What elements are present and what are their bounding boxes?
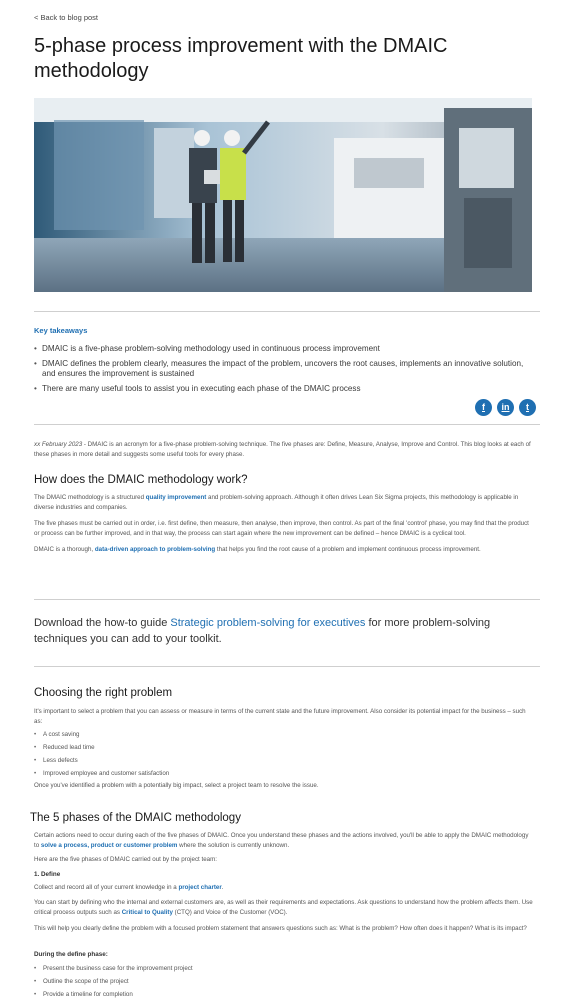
text: You can start by defining who the internal and external customers are, as well as their requirements and expectations. Ask questions to understand how the problem affects them. Use critical process outputs such as	[34, 899, 533, 916]
page-title: 5-phase process improvement with the DMAIC methodology	[34, 35, 448, 82]
section-heading-choosing: Choosing the right problem	[34, 687, 173, 699]
section-heading-how: How does the DMAIC methodology work?	[34, 474, 248, 486]
text: where the solution is currently unknown.	[177, 841, 290, 849]
critical-to-quality-link[interactable]: Critical to Quality	[121, 908, 173, 916]
phases-paragraph-2: Here are the five phases of DMAIC carried out by the project team:	[34, 856, 217, 863]
divider	[34, 311, 540, 312]
data-driven-link[interactable]: data-driven approach to problem-solving	[94, 546, 216, 553]
factory-workers-photo	[34, 98, 532, 292]
list-item: • Improved employee and customer satisfaction	[34, 767, 514, 780]
publish-date: xx February 2023	[34, 441, 83, 448]
divider	[34, 666, 540, 667]
linkedin-share-icon[interactable]: in	[497, 399, 514, 416]
quality-improvement-link[interactable]: quality improvement	[145, 494, 207, 501]
text: Collect and record all of your current knowledge in a	[34, 884, 179, 891]
text: that helps you find the root cause of a problem and implement continuous process improvement.	[215, 546, 481, 553]
phases-paragraph-1	[34, 831, 534, 850]
facebook-share-icon[interactable]: f	[475, 399, 492, 416]
key-takeaways-title: Key takeaways	[34, 326, 88, 335]
list-item: • Outline the scope of the project	[34, 975, 514, 988]
project-charter-link[interactable]: project charter	[178, 884, 222, 891]
during-define-heading: During the define phase:	[34, 951, 108, 958]
choosing-paragraph-1: It's important to select a problem that you can assess or measure in terms of the current state and the future improvement. Also consider its potential impact for the business – such as:	[34, 708, 526, 725]
key-takeaways-list	[34, 344, 534, 398]
list-item: • A cost saving	[34, 728, 514, 741]
strategic-problem-solving-guide-link[interactable]: Strategic problem-solving for executives	[170, 617, 366, 629]
define-heading: 1. Define	[34, 871, 61, 878]
define-paragraph-2	[34, 898, 534, 917]
twitter-share-icon[interactable]: t	[519, 399, 536, 416]
text: DMAIC is a thorough,	[34, 546, 95, 553]
define-paragraph-3: This will help you clearly define the problem with a focused problem statement that answers questions such as: What is the problem? How often does it happen? What is its impact?	[34, 925, 527, 932]
list-item: • DMAIC defines the problem clearly, measures the impact of the problem, uncovers the root causes, implements an innovative solution, and ensures the improvement is sustained	[34, 359, 534, 380]
intro-paragraph	[34, 440, 534, 460]
download-guide-callout	[34, 616, 534, 647]
list-item: • DMAIC is a five-phase problem-solving methodology used in continuous process improvement	[34, 344, 534, 355]
list-item: • Less defects	[34, 754, 514, 767]
list-item: • Reduced lead time	[34, 741, 514, 754]
choosing-paragraph-2: Once you've identified a problem with a potentially big impact, select a project team to resolve the issue.	[34, 782, 319, 789]
text: The DMAIC methodology is a structured	[34, 494, 146, 501]
list-item: • There are many useful tools to assist you in executing each phase of the DMAIC process	[34, 384, 534, 395]
solve-problem-link[interactable]: solve a process, product or customer problem	[40, 841, 178, 849]
define-phase-list	[34, 962, 514, 1000]
how-paragraph-3	[34, 545, 534, 555]
back-to-blog-link[interactable]: < Back to blog post	[34, 13, 98, 22]
define-paragraph-1	[34, 883, 534, 893]
section-heading-phases: The 5 phases of the DMAIC methodology	[30, 812, 241, 824]
list-item: • Present the business case for the improvement project	[34, 962, 514, 975]
divider	[34, 424, 540, 425]
text: (CTQ) and Voice of the Customer (VOC).	[172, 908, 288, 916]
text: Download the how-to guide	[34, 617, 171, 629]
text: and problem-solving approach. Although it often drives Lean Six Sigma projects, this methodology is applicable in diverse industries and companies.	[34, 494, 519, 511]
text: Certain actions need to occur during each of the five phases of DMAIC. Once you understand these phases and the actions involved, you'll be able to apply the DMAIC methodology to	[34, 832, 529, 849]
list-item: • Provide a timeline for completion	[34, 988, 514, 1000]
impact-list	[34, 728, 514, 780]
how-paragraph-1	[34, 493, 534, 512]
intro-text: - DMAIC is an acronym for a five-phase problem-solving technique. The five phases are: Define, Measure, Analyse, Improve and Control. This blog looks at each of these phases in more detail and suggests some useful tools for every phase.	[34, 441, 531, 458]
hero-image	[34, 98, 532, 292]
divider	[34, 599, 540, 600]
how-paragraph-2: The five phases must be carried out in order, i.e. first define, then measure, then analyse, then improve, then control. As part of the final 'control' phase, you may find that the product or process can be further improved, and in that way, the process can start again where the new improvement can be defined – hence DMAIC is a cyclical tool.	[34, 520, 529, 537]
text: for more problem-solving techniques you can add to your toolkit.	[34, 617, 491, 645]
text: .	[221, 884, 224, 891]
